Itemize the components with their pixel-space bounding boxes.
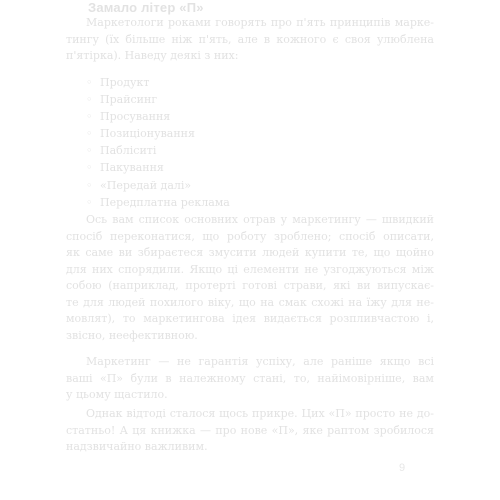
list-item-label: Передплатна реклама <box>100 195 230 209</box>
list-item-label: «Передай далі» <box>100 178 192 192</box>
text-line: звісно, неефективною. <box>66 328 198 342</box>
intro-paragraph <box>66 15 434 65</box>
p-principles-list <box>86 74 230 211</box>
list-item <box>86 91 230 108</box>
bullet-icon: ◦ <box>86 110 93 124</box>
text-line: спосіб переконатися, що роботу зроблено; спосіб описати, <box>66 229 434 243</box>
list-item-label: Пакування <box>100 161 164 175</box>
list-item-label: Позиціонування <box>100 127 195 141</box>
list-item <box>86 194 230 211</box>
bullet-icon: ◦ <box>86 161 93 175</box>
list-item-label: Пабліситі <box>100 144 157 158</box>
bullet-icon: ◦ <box>86 93 93 107</box>
page-number: 9 <box>399 462 406 474</box>
list-item <box>86 159 230 176</box>
text-line: Однак відтоді сталося щось прикре. Цих «П» просто не до- <box>86 407 434 420</box>
text-line: Маркетинг — не гарантія успіху, але раніше якщо всі <box>86 355 434 368</box>
list-item <box>86 142 230 159</box>
list-item-label: Прайсинг <box>100 93 158 107</box>
text-line: тингу (їх більше ніж п'ять, але в кожного є своя улюблена <box>66 32 434 46</box>
text-line: п'ятірка). Наведу деякі з них: <box>66 49 239 62</box>
text-line: ваші «П» були в належному стані, то, найімовірніше, вам <box>66 371 434 385</box>
list-item <box>86 125 230 142</box>
list-item <box>86 108 230 125</box>
bullet-icon: ◦ <box>86 127 93 141</box>
body-paragraph <box>66 354 434 404</box>
section-heading: Замало літер «П» <box>88 0 204 15</box>
text-line: як саме ви збираєтеся змусити людей купити те, що щойно <box>66 246 434 259</box>
text-line: у цьому щастило. <box>66 388 168 401</box>
text-line: Ось вам список основних отрав у маркетингу — швидкий <box>86 213 434 226</box>
list-item-label: Просування <box>100 110 171 124</box>
body-paragraph <box>66 406 434 456</box>
list-item <box>86 177 230 194</box>
list-item-label: Продукт <box>100 76 150 89</box>
text-line: собою (наприклад, протерті готові страви, які ви випускає- <box>66 279 434 292</box>
list-item <box>86 74 230 91</box>
bullet-icon: ◦ <box>86 178 93 192</box>
text-line: Маркетологи роками говорять про п'ять принципів марке- <box>86 16 434 29</box>
bullet-icon: ◦ <box>86 144 93 158</box>
text-line: мовлят), то маркетингова ідея видається розпливчастою і, <box>66 312 434 325</box>
text-line: те для людей похилого віку, що на смак схожі на їжу для не- <box>66 295 434 309</box>
bullet-icon: ◦ <box>86 195 93 209</box>
text-line: статньо! А ця книжка — про нове «П», яке раптом зробилося <box>66 423 434 437</box>
bullet-icon: ◦ <box>86 76 93 89</box>
body-paragraph <box>66 212 434 344</box>
text-line: надзвичайно важливим. <box>66 440 208 453</box>
text-line: для них спорядили. Якщо ці елементи не узгоджуються між <box>66 262 434 276</box>
